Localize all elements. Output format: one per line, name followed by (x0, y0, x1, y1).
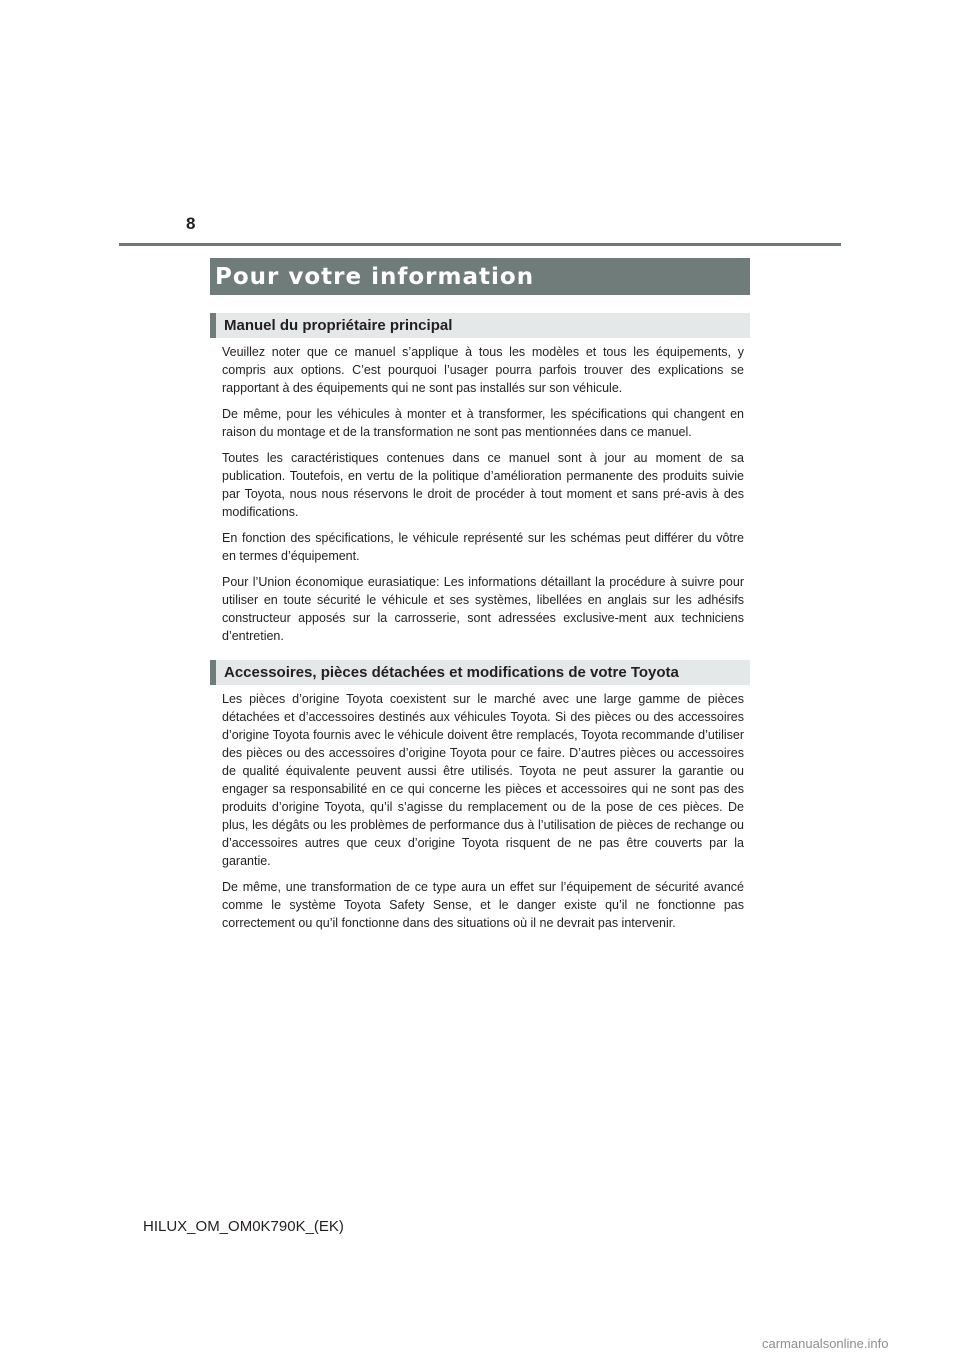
section-body-accessoires (222, 690, 744, 940)
section-header-accessoires (210, 660, 750, 685)
section-header-manuel (210, 313, 750, 338)
section-heading: Accessoires, pièces détachées et modifications de votre Toyota (224, 664, 679, 681)
section-body-manuel (222, 343, 744, 653)
paragraph: Veuillez noter que ce manuel s’applique à tous les modèles et tous les équipements, y compris aux options. C’est pourquoi l’usager pourra parfois trouver des explications se rapportant à des équipements qui ne sont pas installés sur son véhicule. (222, 345, 744, 395)
paragraph: Les pièces d’origine Toyota coexistent sur le marché avec une large gamme de pièces détachées et d’accessoires destinés aux véhicules Toyota. Si des pièces ou des accessoires d’origine Toyota fournis avec le véhicule doivent être remplacés, Toyota recommande d’utiliser des pièces ou des accessoires d’origine Toyota pour ce faire. D’autres pièces ou accessoires de qualité équivalente peuvent aussi être utilisés. Toyota ne peut assurer la garantie ou engager sa responsabilité en ce qui concerne les pièces et accessoires qui ne sont pas des produits d’origine Toyota, qu’il s’agisse du remplacement ou de la pose de ces pièces. De plus, les dégâts ou les problèmes de performance dus à l’utilisation de pièces de rechange ou d’accessoires autres que ceux d’origine Toyota risquent de ne pas être couverts par la garantie. (222, 692, 744, 868)
paragraph: De même, une transformation de ce type aura un effet sur l’équipement de sécurité avancé comme le système Toyota Safety Sense, et le danger existe qu’il ne fonctionne pas correctement ou qu’il fonctionne dans des situations où il ne devrait pas intervenir. (222, 880, 744, 930)
document-footer: HILUX_OM_OM0K790K_(EK) (143, 1218, 344, 1235)
watermark: carmanualsonline.info (762, 1336, 889, 1351)
header-rule (119, 243, 841, 246)
paragraph: De même, pour les véhicules à monter et à transformer, les spécifications qui changent en raison du montage et de la transformation ne sont pas mentionnées dans ce manuel. (222, 407, 744, 439)
page-title: Pour votre information (215, 263, 535, 290)
paragraph: Pour l’Union économique eurasiatique: Les informations détaillant la procédure à suivre pour utiliser en toute sécurité le véhicule et ses systèmes, libellées en anglais sur les adhésifs constructeur apposés sur la carrosserie, sont adressées exclusive-ment aux techniciens d’entretien. (222, 575, 744, 643)
section-heading: Manuel du propriétaire principal (224, 317, 453, 334)
paragraph: Toutes les caractéristiques contenues dans ce manuel sont à jour au moment de sa publication. Toutefois, en vertu de la politique d’amélioration permanente des produits suivie par Toyota, nous nous réservons le droit de procéder à tout moment et sans pré-avis à des modifications. (222, 451, 744, 519)
page-title-banner (210, 258, 750, 295)
page-number: 8 (186, 214, 196, 233)
paragraph: En fonction des spécifications, le véhicule représenté sur les schémas peut différer du vôtre en termes d’équipement. (222, 531, 744, 563)
